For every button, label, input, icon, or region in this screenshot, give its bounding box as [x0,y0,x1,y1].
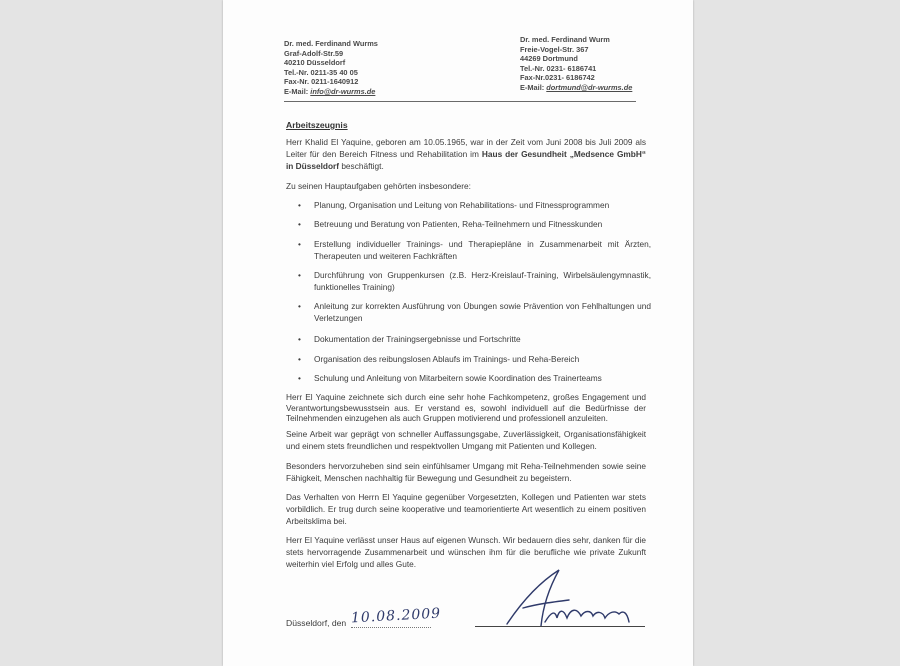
email-label: E-Mail: [284,86,311,96]
intro-paragraph [286,136,646,172]
signature-stroke [507,570,629,626]
phone: Tel.-Nr. 0231- 6186741 [520,63,597,73]
list-item: • Anleitung zur korrekten Ausführung von Übungen sowie Prävention von Fehlhaltungen und Verletzungen [298,301,651,323]
fax: Fax-Nr. 0211-1640912 [284,77,359,87]
body-paragraph: Herr El Yaquine zeichnete sich durch eine sehr hohe Fachkompetenz, großes Engagement und Verantwortungsbewusstsein aus. Er verstand es, sowohl individuell auf die Bedürfnisse der Teilnehmenden einzugehen als auch Gruppen motivierend und professionell anzuleiten. [286,392,646,423]
bullet-icon: • [298,239,301,249]
place-label: Düsseldorf, den [286,618,347,628]
bullet-icon: • [298,200,301,210]
header-divider [284,101,636,102]
street: Graf-Adolf-Str.59 [284,48,344,58]
document-page [223,0,693,666]
list-item: • Planung, Organisation und Leitung von Rehabilitations- und Fitnessprogrammen [298,200,610,210]
email-line [284,87,378,97]
doctor-name: Dr. med. Ferdinand Wurm [520,35,610,44]
phone: Tel.-Nr. 0211-35 40 05 [284,67,358,77]
list-item: • Durchführung von Gruppenkursen (z.B. Herz-Kreislauf-Training, Wirbelsäulengymnastik, funktionelles Training) [298,270,651,292]
bullet-icon: • [298,301,301,311]
email-line [520,83,632,93]
email-link[interactable]: info@dr-wurms.de [310,86,376,96]
tasks-heading: Zu seinen Hauptaufgaben gehörten insbesondere: [286,181,471,191]
street: Freie-Vogel-Str. 367 [520,44,589,54]
bullet-icon: • [298,373,301,383]
intro-text-end: beschäftigt. [339,161,384,171]
bullet-icon: • [298,334,301,344]
bullet-icon: • [298,270,301,280]
employer-name: Haus der Gesundheit „Medsence GmbH“ in Düsseldorf [286,149,646,171]
list-item: • Organisation des reibungslosen Ablaufs im Trainings- und Reha-Bereich [298,354,580,364]
body-paragraph: Seine Arbeit war geprägt von schneller Auffassungsgabe, Zuverlässigkeit, Organisationsfähigkeit und einem stets freundlichen und respektvollen Umgang mit Patienten und Kollegen. [286,429,646,451]
bullet-icon: • [298,219,301,229]
document-title: Arbeitszeugnis [286,120,348,130]
email-label: E-Mail: [520,82,547,92]
email-link[interactable]: dortmund@dr-wurms.de [546,82,633,92]
list-item: • Dokumentation der Trainingsergebnisse und Fortschritte [298,334,521,344]
doctor-name: Dr. med. Ferdinand Wurms [284,39,378,48]
handwritten-date: 10.08.2009 [350,605,442,627]
list-item: • Erstellung individueller Trainings- und Therapiepläne in Zusammenarbeit mit Ärzten, Therapeuten und weiteren Fachkräften [298,239,651,261]
letterhead-left [284,39,378,97]
city: 44269 Dortmund [520,54,578,64]
city: 40210 Düsseldorf [284,58,346,68]
list-item: • Betreuung und Beratung von Patienten, Reha-Teilnehmern und Fitnesskunden [298,219,603,229]
letterhead-right [520,35,632,93]
date-line [351,627,431,628]
signature-line [475,626,645,627]
body-paragraph: Besonders hervorzuheben sind sein einfühlsamer Umgang mit Reha-Teilnehmenden sowie seine Fähigkeit, Menschen nachhaltig für Bewegung und Gesundheit zu begeistern. [286,461,646,483]
bullet-icon: • [298,354,301,364]
body-paragraph: Herr El Yaquine verlässt unser Haus auf eigenen Wunsch. Wir bedauern dies sehr, danken für die stets hervorragende Zusammenarbeit und wünschen ihm für die berufliche wie private Zukunft weiterhin viel Erfolg und alles Gute. [286,535,646,569]
fax: Fax-Nr.0231- 6186742 [520,73,595,83]
intro-text: Herr Khalid El Yaquine, geboren am 10.05.1965, war in der Zeit vom Juni 2008 bis Juli 2009 als Leiter für den Bereich Fitness und Rehabilitation im [286,137,646,159]
body-paragraph: Das Verhalten von Herrn El Yaquine gegenüber Vorgesetzten, Kollegen und Patienten war stets vorbildlich. Er trug durch seine kooperative und teamorientierte Art wesentlich zu einem positiven Arbeitsklima bei. [286,492,646,526]
list-item: • Schulung und Anleitung von Mitarbeitern sowie Koordination des Trainerteams [298,373,602,383]
